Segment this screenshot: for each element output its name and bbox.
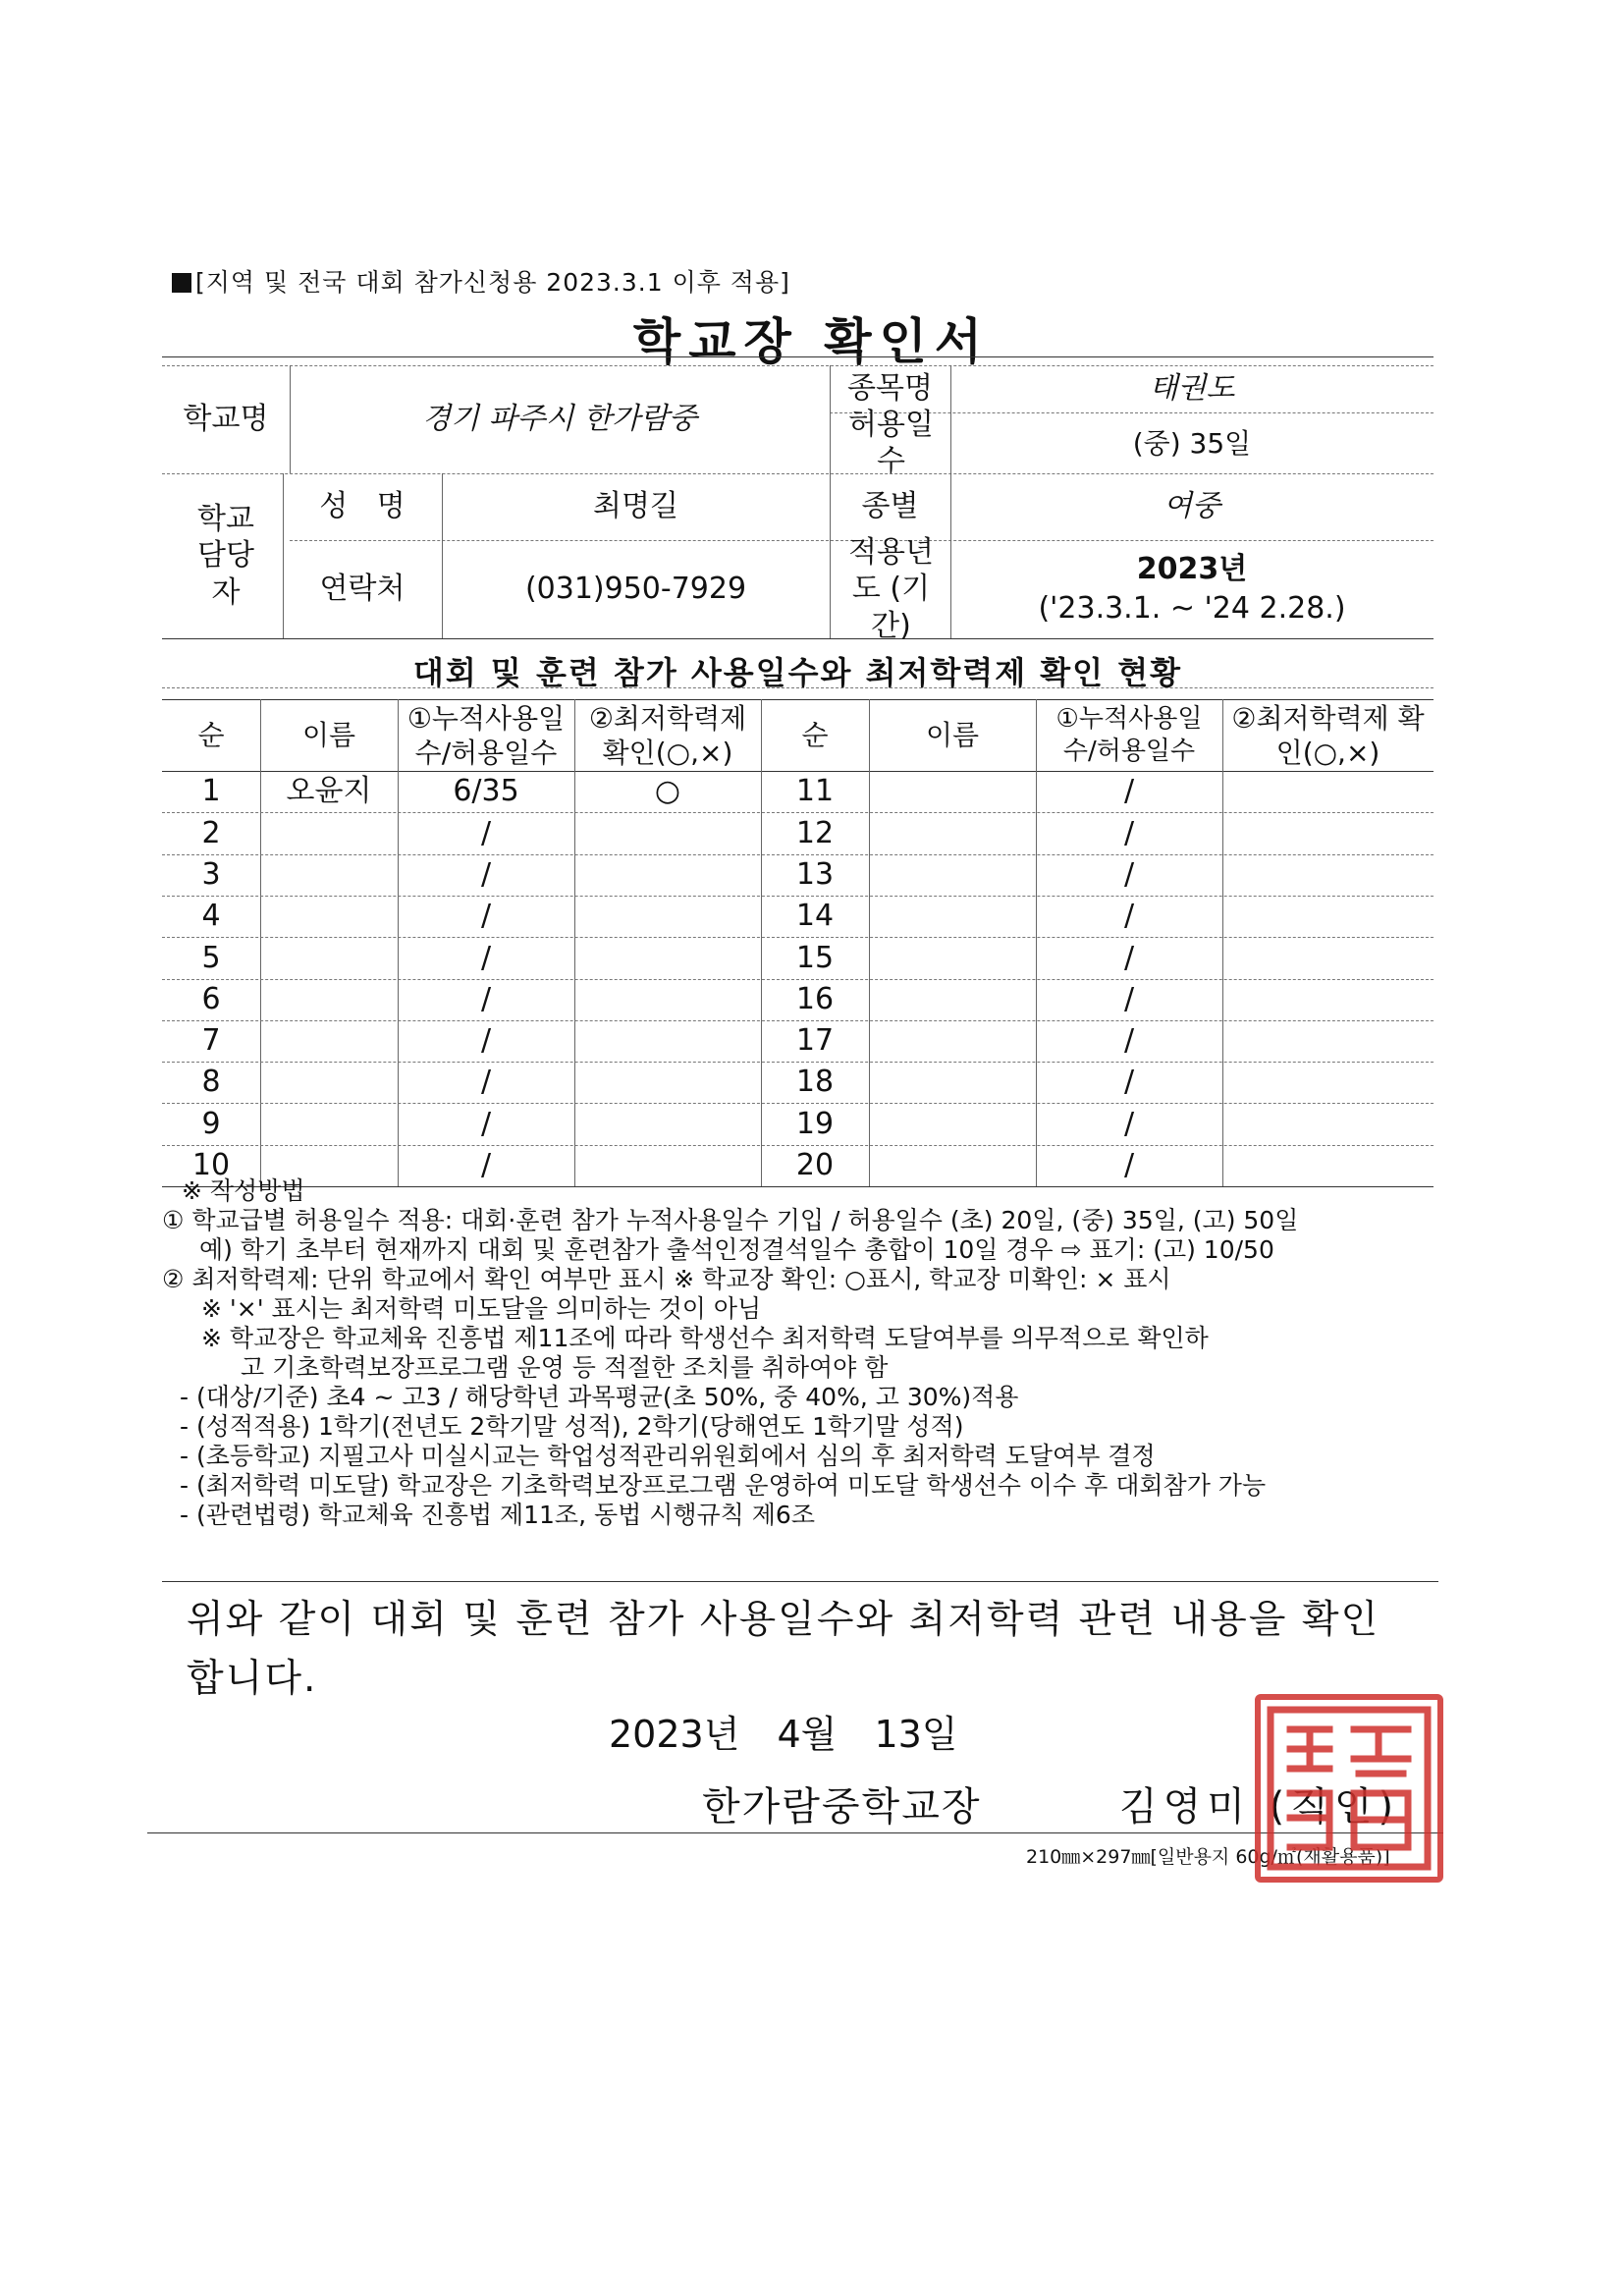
row-name xyxy=(260,979,398,1020)
manager-label: 학교 담당자 xyxy=(197,501,254,610)
row-days: / xyxy=(1123,981,1135,1016)
year-value: 2023년 xyxy=(1136,552,1248,587)
paper-spec: 210㎜×297㎜[일반용지 60g/㎡(재활용품)] xyxy=(1026,1846,1390,1868)
issue-date: 2023년 4월 13일 xyxy=(609,1713,958,1756)
row-name xyxy=(260,1062,398,1103)
name-value: 최명길 xyxy=(593,489,678,524)
row-check xyxy=(1222,1062,1434,1103)
col-name2-header: 이름 xyxy=(925,719,980,751)
col-days-header: ①누적사용일수/허용일수 xyxy=(406,701,566,769)
row-no: 20 xyxy=(795,1148,835,1183)
row-days: / xyxy=(480,1148,492,1183)
row-check: ○ xyxy=(654,774,681,809)
contact-label: 연락처 xyxy=(319,572,406,607)
allowed-value: (중) 35일 xyxy=(1132,426,1252,460)
document-tag xyxy=(172,263,790,299)
row-check xyxy=(1222,1020,1434,1062)
col-check2-header: ②최저학력제 확인(○,×) xyxy=(1231,701,1425,769)
square-bullet-icon xyxy=(172,273,191,293)
school-label: 학교명 xyxy=(183,402,269,437)
official-seal-icon xyxy=(1255,1694,1443,1883)
col-days2-header: ①누적사용일수/허용일수 xyxy=(1055,704,1203,766)
document-tag-text: [지역 및 전국 대회 참가신청용 2023.3.1 이후 적용] xyxy=(195,268,790,297)
row-no: 5 xyxy=(201,940,221,975)
row-name xyxy=(260,812,398,853)
row-check xyxy=(574,854,761,896)
category-label: 종별 xyxy=(861,489,919,524)
row-name xyxy=(260,854,398,896)
info-bottom-line xyxy=(162,638,1434,639)
row-no: 12 xyxy=(795,815,835,850)
row-check xyxy=(1222,979,1434,1020)
row-check xyxy=(1222,771,1434,812)
row-name xyxy=(260,937,398,978)
row-name xyxy=(869,979,1036,1020)
row-check xyxy=(574,1020,761,1062)
notes-heading: ※ 작성방법 xyxy=(182,1176,305,1205)
principal-signature: 김영미 (직인) xyxy=(1119,1784,1400,1830)
row-name xyxy=(869,937,1036,978)
col-no-header: 순 xyxy=(197,719,225,751)
row-days: / xyxy=(1123,940,1135,975)
row-days: / xyxy=(480,899,492,934)
row-name xyxy=(869,1062,1036,1103)
notes-bottom-line xyxy=(162,1581,1438,1582)
note-1a: ① 학교급별 허용일수 적용: 대회·훈련 참가 누적사용일수 기입 / 허용일수 (초) 20일, (중) 35일, (고) 50일 xyxy=(162,1206,1299,1234)
row-no: 16 xyxy=(795,981,835,1016)
year-label: 적용년도 (기간) xyxy=(848,534,934,643)
footer-line xyxy=(147,1832,1443,1833)
period-value: ('23.3.1. ~ '24 2.28.) xyxy=(1038,591,1346,627)
row-days: / xyxy=(480,856,492,892)
note-bullet: - (대상/기준) 초4 ~ 고3 / 해당학년 과목평균(초 50%, 중 40%, 고 30%)적용 xyxy=(180,1383,1019,1411)
row-no: 7 xyxy=(201,1023,221,1059)
row-no: 6 xyxy=(201,981,221,1016)
row-check xyxy=(1222,896,1434,937)
row-name xyxy=(260,896,398,937)
row-days: / xyxy=(1123,1023,1135,1059)
row-days: / xyxy=(1123,1065,1135,1100)
note-2d: 고 기초학력보장프로그램 운영 등 적절한 조치를 취하여야 함 xyxy=(241,1353,889,1382)
row-days: / xyxy=(480,1065,492,1100)
row-days: / xyxy=(480,1106,492,1141)
row-no: 17 xyxy=(795,1023,835,1059)
row-days: / xyxy=(1123,815,1135,850)
note-2a: ② 최저학력제: 단위 학교에서 확인 여부만 표시 ※ 학교장 확인: ○표시, 학교장 미확인: × 표시 xyxy=(162,1265,1171,1293)
row-name xyxy=(869,1020,1036,1062)
row-check xyxy=(1222,1103,1434,1144)
note-bullet: - (초등학교) 지필고사 미실시교는 학업성적관리위원회에서 심의 후 최저학력 도달여부 결정 xyxy=(180,1442,1156,1470)
row-no: 2 xyxy=(201,815,221,850)
row-no: 11 xyxy=(795,774,835,809)
row-check xyxy=(1222,854,1434,896)
col-name-header: 이름 xyxy=(301,719,356,751)
row-check xyxy=(574,812,761,853)
row-days: / xyxy=(1123,1148,1135,1183)
document-title: 학교장 확인서 xyxy=(632,313,991,370)
row-days: / xyxy=(480,1023,492,1059)
row-days: / xyxy=(1123,774,1135,809)
row-no: 3 xyxy=(201,856,221,892)
row-days: / xyxy=(1123,1106,1135,1141)
row-no: 15 xyxy=(795,940,835,975)
row-no: 10 xyxy=(191,1148,231,1183)
category-value: 여중 xyxy=(1163,489,1220,524)
row-days: / xyxy=(480,815,492,850)
row-days: 6/35 xyxy=(453,774,519,809)
row-check xyxy=(1222,812,1434,853)
col-check-header: ②최저학력제 확인(○,×) xyxy=(588,701,747,769)
row-check xyxy=(574,1062,761,1103)
row-no: 9 xyxy=(201,1106,221,1141)
allowed-label: 허용일수 xyxy=(848,407,934,478)
row-days: / xyxy=(1123,899,1135,934)
name-label: 성 명 xyxy=(319,489,406,524)
note-2b: ※ '×' 표시는 최저학력 미도달을 의미하는 것이 아님 xyxy=(201,1294,762,1323)
col-no2-header: 순 xyxy=(801,719,829,751)
row-name xyxy=(869,896,1036,937)
school-head-title: 한가람중학교장 xyxy=(702,1784,982,1830)
row-name xyxy=(869,854,1036,896)
status-title-line xyxy=(162,687,1434,688)
row-name xyxy=(260,1103,398,1144)
row-no: 14 xyxy=(795,899,835,934)
note-bullet: - (최저학력 미도달) 학교장은 기초학력보장프로그램 운영하여 미도달 학생선수 이수 후 대회참가 가능 xyxy=(180,1471,1267,1500)
row-check xyxy=(574,896,761,937)
row-name xyxy=(869,1103,1036,1144)
row-name xyxy=(869,812,1036,853)
row-no: 4 xyxy=(201,899,221,934)
row-check xyxy=(574,1103,761,1144)
note-bullet: - (성적적용) 1학기(전년도 2학기말 성적), 2학기(당해연도 1학기말 성적) xyxy=(180,1412,964,1441)
row-no: 19 xyxy=(795,1106,835,1141)
contact-value: (031)950-7929 xyxy=(524,572,747,607)
row-check xyxy=(574,937,761,978)
row-no: 8 xyxy=(201,1065,221,1100)
event-label: 종목명 xyxy=(847,371,933,407)
row-no: 13 xyxy=(795,856,835,892)
info-top-line xyxy=(162,356,1434,357)
note-1b: 예) 학기 초부터 현재까지 대회 및 훈련참가 출석인정결석일수 총합이 10일 경우 ⇨ 표기: (고) 10/50 xyxy=(199,1235,1274,1264)
row-name xyxy=(869,771,1036,812)
row-no: 18 xyxy=(795,1065,835,1100)
row-check xyxy=(574,979,761,1020)
confirm-statement: 위와 같이 대회 및 훈련 참가 사용일수와 최저학력 관련 내용을 확인합니다. xyxy=(187,1598,1380,1701)
row-days: / xyxy=(480,981,492,1016)
school-value: 경기 파주시 한가람중 xyxy=(422,402,697,437)
note-bullet: - (관련법령) 학교체육 진흥법 제11조, 동법 시행규칙 제6조 xyxy=(180,1501,815,1529)
row-no: 1 xyxy=(201,774,221,809)
seal-graphic xyxy=(1261,1700,1437,1877)
row-check xyxy=(1222,937,1434,978)
row-name: 오윤지 xyxy=(286,774,372,809)
row-days: / xyxy=(1123,856,1135,892)
row-name xyxy=(260,1020,398,1062)
event-value: 태권도 xyxy=(1149,371,1235,407)
row-days: / xyxy=(480,940,492,975)
notes xyxy=(162,1176,1438,1530)
note-2c: ※ 학교장은 학교체육 진흥법 제11조에 따라 학생선수 최저학력 도달여부를 의무적으로 확인하 xyxy=(201,1324,1209,1352)
status-title: 대회 및 훈련 참가 사용일수와 최저학력제 확인 현황 xyxy=(412,654,1183,691)
